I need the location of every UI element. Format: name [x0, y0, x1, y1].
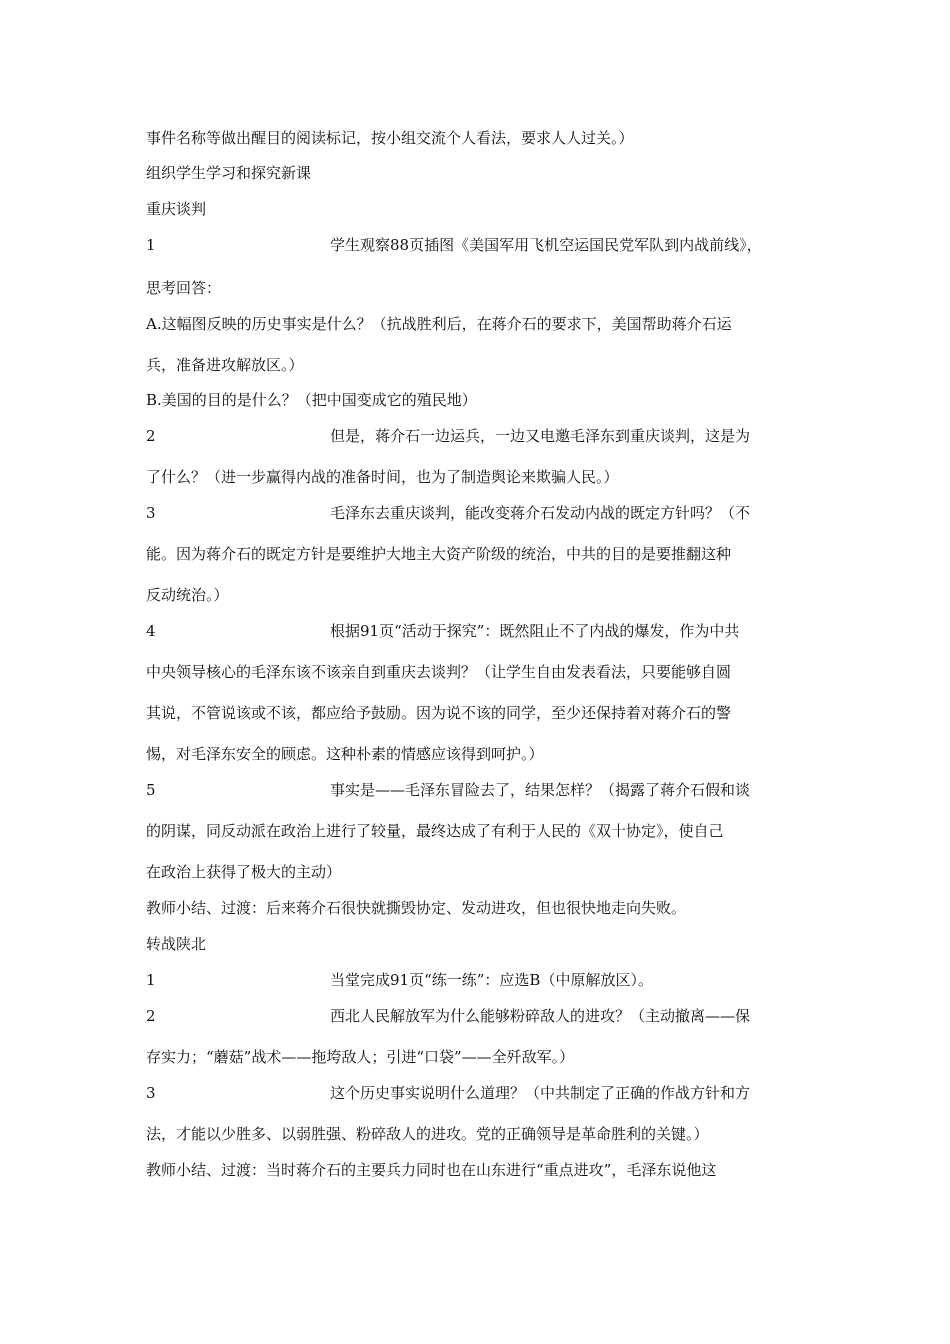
item-text: 但是，蒋介石一边运兵，一边又电邀毛泽东到重庆谈判，这是为 — [330, 427, 751, 445]
numbered-item — [146, 1083, 816, 1103]
text-line: 的阴谋，同反动派在政治上进行了较量，最终达成了有利于人民的《双十协定》，使自己 — [146, 822, 724, 840]
item-text: 当堂完成91页“练一练”：应选B（中原解放区）。 — [330, 971, 653, 989]
text-line: B.美国的目的是什么？（把中国变成它的殖民地） — [146, 391, 477, 409]
text-line: 事件名称等做出醒目的阅读标记，按小组交流个人看法，要求人人过关。） — [146, 129, 634, 147]
section-heading: 组织学生学习和探究新课 — [146, 164, 312, 182]
item-text: 学生观察88页插图《美国军用飞机空运国民党军队到内战前线》， — [330, 236, 762, 254]
item-number: 4 — [146, 622, 156, 640]
item-number: 3 — [146, 504, 156, 522]
text-line: 兵，准备进攻解放区。） — [146, 356, 304, 374]
item-number: 1 — [146, 971, 156, 989]
text-line: 教师小结、过渡：后来蒋介石很快就撕毁协定、发动进攻，但也很快地走向失败。 — [146, 899, 687, 917]
text-line: 中央领导核心的毛泽东该不该亲自到重庆去谈判？（让学生自由发表看法，只要能够自圆 — [146, 663, 732, 681]
item-text: 这个历史事实说明什么道理？（中共制定了正确的作战方针和方 — [330, 1084, 751, 1102]
item-number: 3 — [146, 1084, 156, 1102]
text-line: 反动统治。） — [146, 586, 229, 604]
item-number: 2 — [146, 1007, 156, 1025]
item-number: 5 — [146, 781, 156, 799]
item-text: 毛泽东去重庆谈判，能改变蒋介石发动内战的既定方针吗？（不 — [330, 504, 751, 522]
text-line: 了什么？（进一步赢得内战的准备时间，也为了制造舆论来欺骗人民。） — [146, 468, 619, 486]
subsection-heading: 转战陕北 — [146, 935, 207, 953]
item-text: 根据91页“活动于探究”：既然阻止不了内战的爆发，作为中共 — [330, 622, 740, 640]
numbered-item — [146, 621, 816, 641]
text-line: 其说，不管说该或不该，都应给予鼓励。因为说不该的同学，至少还保持着对蒋介石的警 — [146, 704, 732, 722]
text-line: 在政治上获得了极大的主动） — [146, 863, 342, 881]
text-line: 能。因为蒋介石的既定方针是要维护大地主大资产阶级的统治，中共的目的是要推翻这种 — [146, 545, 732, 563]
text-line: 思考回答： — [146, 279, 222, 297]
subsection-heading: 重庆谈判 — [146, 200, 207, 218]
numbered-item — [146, 1006, 816, 1026]
numbered-item — [146, 503, 816, 523]
text-line: 惕，对毛泽东安全的顾虑。这种朴素的情感应该得到呵护。） — [146, 745, 544, 763]
item-number: 1 — [146, 236, 156, 254]
item-text: 事实是——毛泽东冒险去了，结果怎样？（揭露了蒋介石假和谈 — [330, 781, 751, 799]
numbered-item — [146, 780, 816, 800]
text-line: 存实力；“蘑菇”战术——拖垮敌人；引进“口袋”——全歼敌军。） — [146, 1048, 575, 1066]
item-text: 西北人民解放军为什么能够粉碎敌人的进攻？（主动撤离——保 — [330, 1007, 751, 1025]
text-line: 法，才能以少胜多、以弱胜强、粉碎敌人的进攻。党的正确领导是革命胜利的关键。） — [146, 1125, 709, 1143]
numbered-item — [146, 426, 816, 446]
numbered-item — [146, 970, 816, 990]
text-line: A.这幅图反映的历史事实是什么？（抗战胜利后，在蒋介石的要求下，美国帮助蒋介石运 — [146, 315, 732, 333]
item-number: 2 — [146, 427, 156, 445]
numbered-item — [146, 235, 816, 255]
text-line: 教师小结、过渡：当时蒋介石的主要兵力同时也在山东进行“重点进攻”，毛泽东说他这 — [146, 1161, 717, 1179]
